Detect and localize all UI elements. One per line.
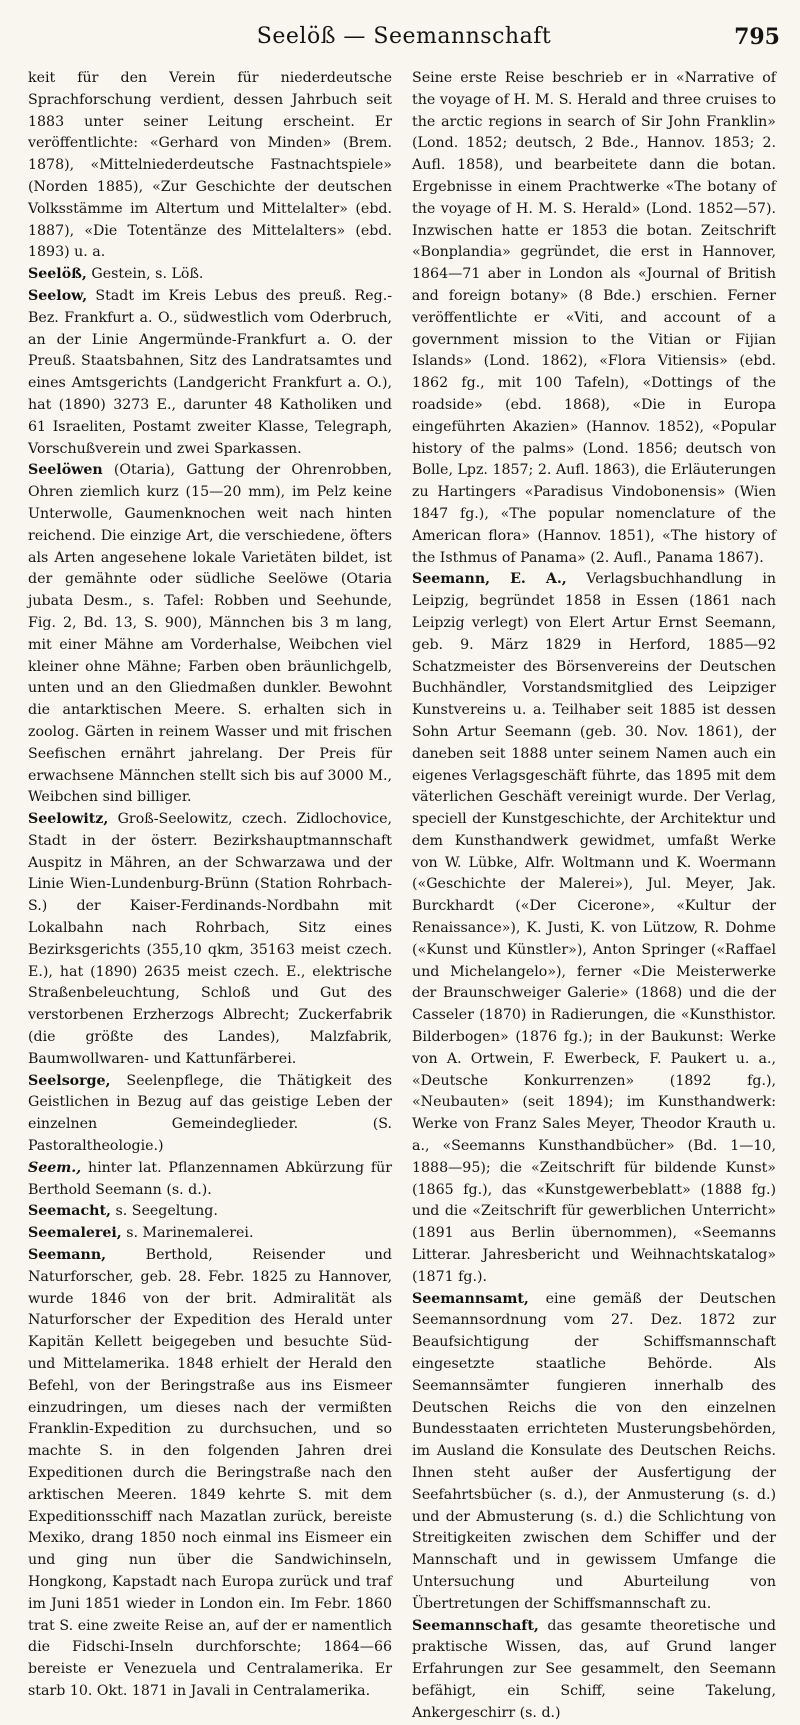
headword: Seemalerei, <box>28 1225 122 1242</box>
entry-seemann-berthold: Seemann, Berthold, Reisender und Naturforscher, geb. 28. Febr. 1825 zu Hannover, wurde 1846 von der brit. Admiralität als Naturforscher der Expedition des Herald unter Kapitän Kellett beigegeben und besuchte Süd- und Mittelamerika. 1848 erhielt der Herald den Befehl, von der Beringstraße aus ins Eismeer einzudringen, um dieses nach der vermißten Franklin-Expedition zu durchsuchen, und so machte S. in den folgenden Jahren drei Expeditionen durch die Beringstraße nach den arktischen Meeren. 1849 kehrte S. mit dem Expeditionsschiff nach Mazatlan zurück, bereiste Mexiko, drang 1850 noch einmal ins Eismeer ein und ging nun über die Sandwichinseln, Hongkong, Kapstadt nach Europa zurück und traf im Juni 1851 wieder in London ein. Im Febr. 1860 trat S. eine zweite Reise an, auf der er namentlich die Fidschi-Inseln durchforschte; 1864—66 bereiste er Venezuela und Centralamerika. Er starb 10. Okt. 1871 in Javali in Centralamerika. <box>28 1247 392 1699</box>
headword: Seelsorge, <box>28 1072 111 1089</box>
entry-seelow: Seelow, Stadt im Kreis Lebus des preuß. Reg.-Bez. Frankfurt a. O., südwestlich vom Oderbruch, an der Linie Angermünde-Frankfurt a. O. der Preuß. Staatsbahnen, Sitz des Landratsamtes und eines Amtsgerichts (Landgericht Frankfurt a. O.), hat (1890) 3273 E., darunter 48 Katholiken und 61 Israeliten, Postamt zweiter Klasse, Telegraph, Vorschußverein und zwei Sparkassen. <box>28 287 392 457</box>
entry-seemacht: Seemacht, s. Seegeltung. <box>28 1203 218 1220</box>
running-title: Seelöß — Seemannschaft <box>256 24 552 49</box>
headword: Seelöwen <box>28 462 103 479</box>
entry-seemannsamt: Seemannsamt, eine gemäß der Deutschen Seemannsordnung vom 27. Dez. 1872 zur Beaufsichtigung der Schiffsmannschaft eingesetzte staatliche Behörde. Als Seemannsämter fungieren innerhalb des Deutschen Reichs die von den einzelnen Bundesstaaten errichteten Musterungsbehörden, im Ausland die Konsulate des Deutschen Reichs. Ihnen steht außer der Ausfertigung der Seefahrtsbücher (s. d.), der Anmusterung (s. d.) und der Abmusterung (s. d.) die Schlichtung von Streitigkeiten zwischen dem Schiffer und der Mannschaft und in gewissem Umfange die Untersuchung und Aburteilung von Übertretungen der Schiffsmannschaft zu. <box>412 1290 776 1612</box>
entry-seelsorge: Seelsorge, Seelenpflege, die Thätigkeit des Geistlichen in Bezug auf das geistige Leben der einzelnen Gemeindeglieder. (S. Pastoraltheologie.) <box>28 1072 392 1155</box>
entry-seeloewen: Seelöwen (Otaria), Gattung der Ohrenrobben, Ohren ziemlich kurz (15—20 mm), im Pelz keine Unterwolle, Gaumenknochen weit nach hinten reichend. Die einzige Art, die verschiedene, öfters als Arten angesehene lokale Varietäten bildet, ist der gemähnte oder südliche Seelöwe (Otaria jubata Desm., s. Tafel: Robben und Seehunde, Fig. 2, Bd. 13, S. 900), Männchen bis 3 m lang, mit einer Mähne am Vorderhalse, Weibchen viel kleiner ohne Mähne; Farben oben bräunlichgelb, unten und an den Gliedmaßen dunkler. Bewohnt die antarktischen Meere. S. erhalten sich in zoolog. Gärten in reinem Wasser und mit frischen Seefischen ernährt jahrelang. Der Preis für erwachsene Männchen stellt sich bis auf 3000 M., Weibchen sind billiger. <box>28 462 392 806</box>
page-number: 795 <box>734 24 780 50</box>
headword: Seemann, <box>28 1247 107 1264</box>
headword: Seemacht, <box>28 1203 111 1220</box>
headword: Seelow, <box>28 287 88 304</box>
entry-seemannschaft: Seemannschaft, das gesamte theoretische und praktische Wissen, das, auf Grund langer Erfahrungen zur See gesammelt, den Seemann befähigt, ein Schiff, seine Takelung, Ankergeschirr (s. d.) <box>412 1617 776 1721</box>
headword: Seemann, E. A., <box>412 571 567 588</box>
left-column <box>28 68 392 1699</box>
headword: Seelöß, <box>28 266 87 283</box>
entry-seemann-verlag: Seemann, E. A., Verlagsbuchhandlung in Leipzig, begründet 1858 in Essen (1861 nach Leipzig verlegt) von Elert Artur Ernst Seemann, geb. 9. März 1829 in Herford, 1885—92 Schatzmeister des Börsenvereins der Deutschen Buchhändler, Vorstandsmitglied des Leipziger Kunstvereins u. a. Teilhaber seit 1885 ist dessen Sohn Artur Seemann (geb. 30. Nov. 1861), der daneben seit 1888 unter seinem Namen auch ein eigenes Verlagsgeschäft führte, das 1895 mit dem väterlichen Geschäft vereinigt wurde. Der Verlag, speciell der Kunstgeschichte, der Architektur und dem Kunsthandwerk gewidmet, umfaßt Werke von W. Lübke, Alfr. Woltmann und K. Woermann («Geschichte der Malerei»), Jul. Meyer, Jak. Burckhardt («Der Cicerone», «Kultur der Renaissance»), K. Justi, K. von Lützow, R. Dohme («Kunst und Künstler»), Anton Springer («Raffael und Michelangelo»), ferner «Die Meisterwerke der Braunschweiger Galerie» (1868) und die der Casseler (1870) in Radierungen, die «Kunsthistor. Bilderbogen» (1876 fg.); in der Baukunst: Werke von A. Ortwein, F. Ewerbeck, F. Paukert u. a., «Deutsche Konkurrenzen» (1892 fg.), «Neubauten» (seit 1894); im Kunsthandwerk: Werke von Franz Sales Meyer, Theodor Krauth u. a., «Seemanns Kunsthandbücher» (Bd. 1—10, 1888—95); die «Zeitschrift für bildende Kunst» (1865 fg.), das «Kunstgewerbeblatt» (1888 fg.) und die «Zeitschrift für gewerblichen Unterricht» (1891 aus Berlin übernommen), «Seemanns Litterar. Jahresbericht und Weihnachtskatalog» (1871 fg.). <box>412 571 776 1285</box>
headword: Seelowitz, <box>28 811 109 828</box>
entry-seem-abbrev: Seem., hinter lat. Pflanzennamen Abkürzung für Berthold Seemann (s. d.). <box>28 1159 392 1198</box>
headword: Seemannsamt, <box>412 1290 529 1307</box>
right-column <box>412 68 776 1721</box>
entry-seelowitz: Seelowitz, Groß-Seelowitz, czech. Zidlochovice, Stadt in der österr. Bezirkshauptmannschaft Auspitz in Mähren, an der Schwarzawa und der Linie Wien-Lundenburg-Brünn (Station Rohrbach-S.) der Kaiser-Ferdinands-Nordbahn mit Lokalbahn nach Rohrbach, Sitz eines Bezirksgerichts (355,10 qkm, 35163 meist czech. E.), hat (1890) 2635 meist czech. E., elektrische Straßenbeleuchtung, Schloß und Gut des verstorbenen Erzherzogs Albrecht; Zuckerfabrik (die größte des Landes), Malzfabrik, Baumwollwaren- und Kattunfärberei. <box>28 811 392 1067</box>
entry-seeloess: Seelöß, Gestein, s. Löß. <box>28 266 204 283</box>
page-header <box>28 18 780 62</box>
continued-text: Seine erste Reise beschrieb er in «Narrative of the voyage of H. M. S. Herald and three cruises to the arctic regions in search of Sir John Franklin» (Lond. 1852; deutsch, 2 Bde., Hannov. 1853; 2. Aufl. 1858), und bearbeitete dann die botan. Ergebnisse in einem Prachtwerke «The botany of the voyage of H. M. S. Herald» (Lond. 1852—57). Inzwischen hatte er 1853 die botan. Zeitschrift «Bonplandia» gegründet, die erst in Hannover, 1864—71 aber in London als «Journal of British and foreign botany» (8 Bde.) erschien. Ferner veröffentlichte er «Viti, and account of a government mission to the Vitian or Fijian Islands» (Lond. 1862), «Flora Vitiensis» (ebd. 1862 fg., mit 100 Tafeln), «Dottings of the roadside» (ebd. 1868), «Die in Europa eingeführten Akazien» (Hannov. 1852), «Popular history of the palms» (Lond. 1856; deutsch von Bolle, Lpz. 1857; 2. Aufl. 1863), die Erläuterungen zu Hartingers «Paradisus Vindobonensis» (Wien 1847 fg.), «The popular nomenclature of the American flora» (Hannov. 1851), «The history of the Isthmus of Panama» (2. Aufl., Panama 1867). <box>412 70 776 566</box>
continued-text: keit für den Verein für niederdeutsche Sprachforschung verdient, dessen Jahrbuch seit 1883 unter seiner Leitung erscheint. Er veröffentlichte: «Gerhard von Minden» (Brem. 1878), «Mittelniederdeutsche Fastnachtspiele» (Norden 1885), «Zur Geschichte der deutschen Volksstämme im Altertum und Mittelalter» (ebd. 1887), «Die Totentänze des Mittelalters» (ebd. 1893) u. a. <box>28 70 392 261</box>
headword: Seemannschaft, <box>412 1617 539 1634</box>
entry-seemalerei: Seemalerei, s. Marinemalerei. <box>28 1225 254 1242</box>
headword: Seem., <box>28 1159 82 1176</box>
